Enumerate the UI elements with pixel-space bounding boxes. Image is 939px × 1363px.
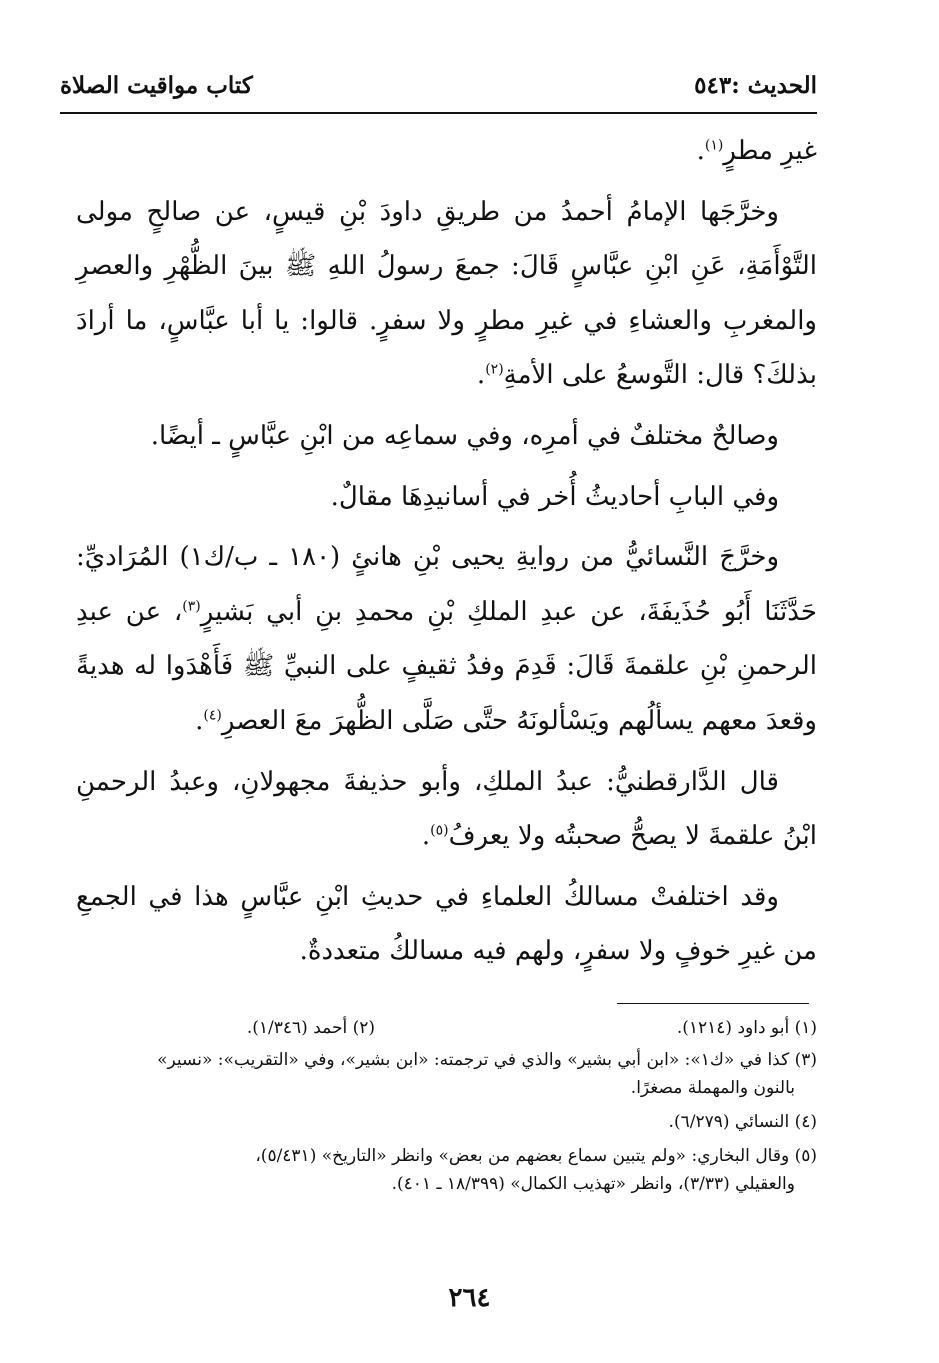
paragraph-1: غيرِ مطرٍ$^{(١)}$. xyxy=(696,136,817,166)
footnote-ref-5[interactable]: (٥) xyxy=(430,822,449,839)
footnote-ref-4[interactable]: (٤) xyxy=(203,707,222,724)
hadith-number: الحديث :٥٤٣ xyxy=(694,72,817,99)
page-number: ٢٦٤ xyxy=(448,1283,491,1313)
footnote-ref-1[interactable]: (١) xyxy=(704,137,724,154)
footnotes xyxy=(76,1014,817,1204)
footnote-5: (٥) وقال البخاري: «ولم يتبين سماع بعضهم من بعض» وانظر «التاريخ» (٥/٤٣١)، والعقيلي (٣/٣٣)، وانظر «تهذيب الكمال» (١٨/٣٩٩ ـ ٤٠١). xyxy=(255,1146,817,1194)
paragraph-6: قال الدَّارقطنيُّ: عبدُ الملكِ، وأبو حذيفةَ مجهولانِ، وعبدُ الرحمنِ ابْنُ علقمةَ لا يصحُّ صحبتُه ولا يعرفُ$^{(٥)}$. xyxy=(76,766,817,852)
paragraph-4: وفي البابِ أحاديثُ أُخر في أسانيدِهَا مقالٌ. xyxy=(330,481,779,512)
footnote-separator xyxy=(617,1003,809,1004)
book-title: كتاب مواقيت الصلاة xyxy=(60,72,253,99)
footnote-2: (٢) أحمد (١/٣٤٦). xyxy=(246,1018,375,1038)
running-header xyxy=(60,72,817,106)
footnote-row-1-2 xyxy=(76,1014,817,1042)
main-text xyxy=(76,124,817,979)
paragraph-5: وخرَّجَ النَّسائيُّ من روايةِ يحيى بْنِ هانئٍ (١٨٠ ـ ب/ك١) المُرَاديِّ: حَدَّثَنَا أَبُو حُذَيفَةَ، عن عبدِ الملكِ بْنِ محمدِ بنِ أبي بَشيرٍ$^{(٣)}$، عن عبدِ الرحمنِ بْنِ علقمةَ قَالَ: قَدِمَ وفدُ ثقيفٍ على النبيِّ ﷺ فَأَهْدَوا له هديةً وقعدَ معهم يسألُهم ويَسْألونَهُ حتَّى صَلَّى الظُّهرَ معَ العصرِ$^{(٤)}$. xyxy=(76,542,817,736)
footnote-ref-2[interactable]: (٢) xyxy=(485,361,504,378)
paragraph-3: وصالحٌ مختلفٌ في أمرِه، وفي سماعِه من ابْنِ عبَّاسٍ ـ أيضًا. xyxy=(150,420,779,451)
footnote-4: (٤) النسائي (٦/٢٧٩). xyxy=(668,1112,817,1132)
footnote-ref-3[interactable]: (٣) xyxy=(182,598,201,615)
header-rule xyxy=(60,112,817,114)
footnote-1: (١) أبو داود (١٢١٤). xyxy=(676,1018,817,1038)
footnote-3: (٣) كذا في «ك١»: «ابن أبي بشير» والذي في ترجمته: «ابن بشير»، وفي «التقريب»: «نسير» بالنون والمهملة مصغرًا. xyxy=(157,1050,817,1098)
paragraph-7: وقد اختلفتْ مسالكُ العلماءِ في حديثِ ابْنِ عبَّاسٍ هذا في الجمعِ من غيرِ خوفٍ ولا سفرٍ، ولهم فيه مسالكُ متعددةٌ. xyxy=(76,881,817,967)
paragraph-2: وخرَّجَها الإمامُ أحمدُ من طريقِ داودَ بْنِ قيسٍ، عن صالحٍ مولى التَّوْأَمَةِ، عَنِ ابْنِ عبَّاسٍ قَالَ: جمعَ رسولُ اللهِ ﷺ بينَ الظُّهْرِ والعصرِ والمغربِ والعشاءِ في غيرِ مطرٍ ولا سفرٍ. قالوا: يا أبا عبَّاسٍ، ما أرادَ بذلكَ؟ قال: التَّوسعُ على الأمةِ$^{(٢)}$. xyxy=(76,196,817,391)
